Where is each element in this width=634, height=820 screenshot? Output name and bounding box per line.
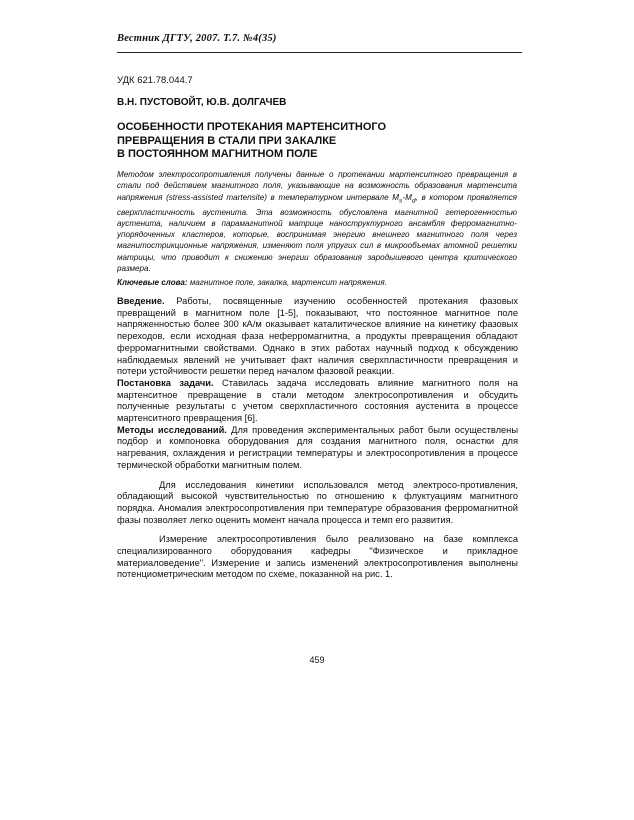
intro-text: Работы, посвященные изучению особенностей протекания фазовых превращений в магнитном поле [1-5], показывают, что постоянное магнитное поле напряженностью более 300 кА/м оказывает каталитическое влияние на кинетику фазовых переходов, если исходная фаза неферромагнитна, а продукты превращения обладают ферромагнитными свойствами. Однако в этих работах научный подход к обсуждению наблюдаемых явлений не учитывает факт наличия сверхпластичности превращения и потери устойчивости решетки перед началом фазовой реакции.: [117, 296, 518, 377]
methods-text: Для проведения экспериментальных работ были осуществлены подбор и компоновка оборудования для создания магнитного поля, оснастки для нагревания, охлаждения и регистрации температуры и электросопротивления в процессе термической обработки магнитным полем.: [117, 424, 518, 470]
article-title: ОСОБЕННОСТИ ПРОТЕКАНИЯ МАРТЕНСИТНОГО ПРЕВРАЩЕНИЯ В СТАЛИ ПРИ ЗАКАЛКЕ В ПОСТОЯННОМ МАГНИТНОМ ПОЛЕ: [117, 121, 387, 160]
abstract-text-1: Методом электросопротивления получены данные о протекании мартенситного превращения в стали под действием магнитного поля, указывающие на возможность образования мартенсита напряжения (stress-assisted martensite) в температурном интервале M: [117, 170, 517, 202]
problem-label: Постановка задачи.: [117, 377, 214, 388]
methods-label: Методы исследований.: [117, 424, 227, 435]
udc-code: УДК 621.78.044.7: [117, 75, 193, 86]
measurement-paragraph: Измерение электросопротивления было реализовано на базе комплекса специализированного оборудования кафедры "Физическое и прикладное материаловедение". Измерение и запись изменений электросопротивления выполнены потенциометрическим методом по схеме, показанной на рис. 1.: [117, 534, 518, 580]
intro-paragraph: [117, 296, 518, 378]
kinetics-paragraph: Для исследования кинетики использовался метод электросо-противления, обладающий высокой чувствительностью по отношению к флуктуациям магнитного порядка. Аномалия электросопротивления при температуре образования ферромагнитной фазы позволяет легко оценить момент начала процесса и темп его развития.: [117, 479, 518, 525]
methods-paragraph: [117, 425, 518, 472]
header-rule: [117, 52, 522, 53]
journal-header: Вестник ДГТУ, 2007. Т.7. №4(35): [117, 33, 277, 44]
problem-paragraph: [117, 378, 518, 425]
abstract-dash: -M: [402, 192, 412, 202]
problem-text: Ставилась задача исследовать влияние магнитного поля на мартенситное превращение в стали методом электросопротивления и обсудить полученные результаты с учетом сверхпластичного состояния аустенита в процессе мартенситного превращения [6].: [117, 377, 518, 424]
page-number: 459: [309, 655, 325, 665]
ms-subscript: s: [399, 197, 403, 205]
keywords-text: магнитное поле, закалка, мартенсит напряжения.: [187, 278, 387, 287]
md-subscript: d: [411, 197, 416, 205]
authors: В.Н. ПУСТОВОЙТ, Ю.В. ДОЛГАЧЕВ: [117, 97, 287, 108]
intro-label: Введение.: [117, 296, 165, 306]
article-body: [117, 296, 518, 581]
abstract: [117, 169, 517, 274]
keywords: [117, 277, 517, 288]
keywords-label: Ключевые слова:: [117, 278, 188, 287]
abstract-text-2: , в котором проявляется сверхпластичность аустенита. Эта возможность обусловлена магнитной гетерогенностью аустенита, наличием в парамагнитной матрице наноструктурного ансамбля ферромагнитно-упорядоченных кластеров, которые, воспринимая энергию внешнего магнитного поля через магнитострикционные напряжения, изменяют поля упругих сил в микрообъемах атомной решетки матрицы, что приводит к снижению энергии образования зародышевого центра критического размера.: [117, 192, 517, 273]
